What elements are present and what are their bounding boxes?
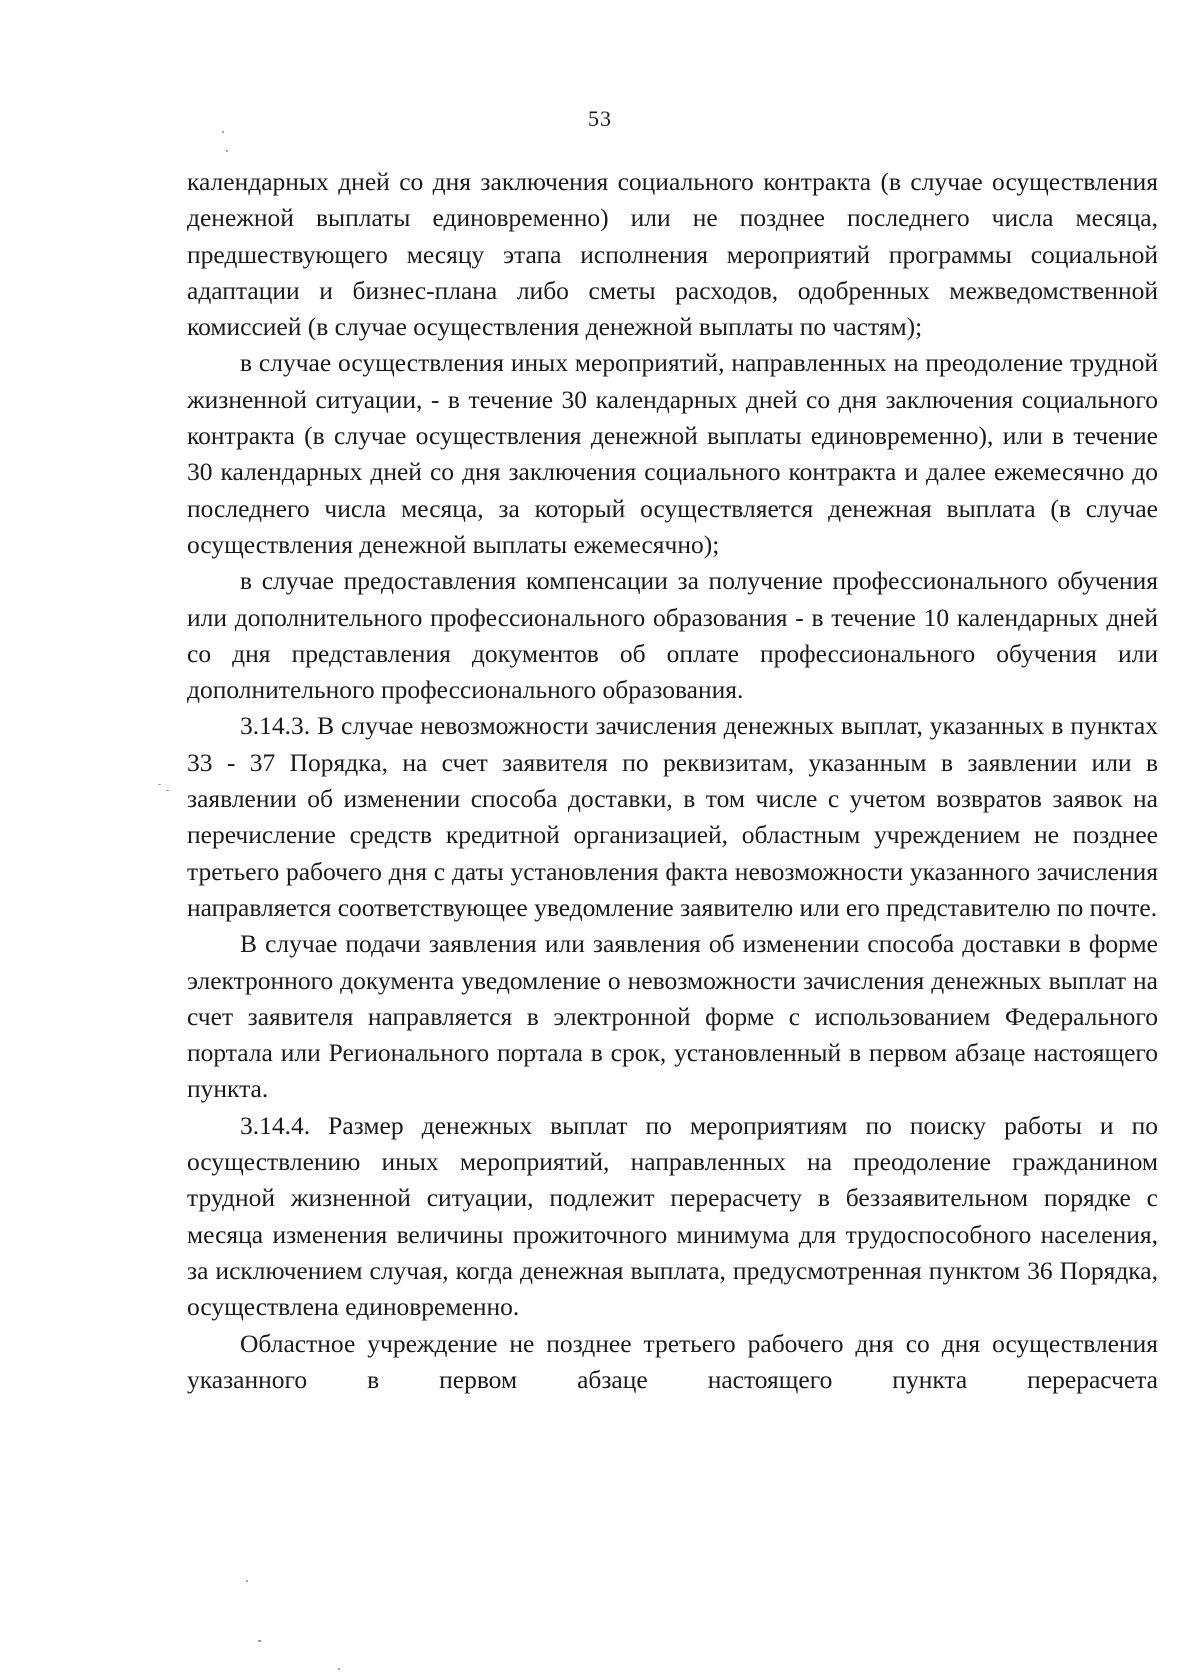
paragraph-electronic-notice: В случае подачи заявления или заявления об изменении способа доставки в форме электронного документа уведомление о невозможности зачисления денежных выплат на счет заявителя направляется в электронной форме с использованием Федерального портала или Регионального портала в срок, установленный в первом абзаце настоящего пункта.: [187, 929, 1158, 1104]
scan-speck: [246, 1580, 248, 1582]
scan-speck: [258, 1640, 261, 1642]
page-number: 53: [588, 106, 612, 131]
scan-speck: [338, 1668, 340, 1670]
scan-speck: [166, 790, 169, 791]
paragraph-continuation: календарных дней со дня заключения социального контракта (в случае осуществления денежной выплаты единовременно) или не позднее последнего числа месяца, предшествующего месяцу этапа исполнения мероприятий программы социальной адаптации и бизнес-плана либо сметы расходов, одобренных межведомственной комиссией (в случае осуществления денежной выплаты по частям);: [187, 167, 1158, 342]
scan-speck: [226, 150, 228, 152]
paragraph-regional-institution: Областное учреждение не позднее третьего рабочего дня со дня осуществления указанного в первом абзаце настоящего пункта перерасчета: [187, 1328, 1158, 1394]
document-body: [187, 164, 1158, 1398]
scan-speck: [158, 784, 161, 785]
paragraph-3-14-4: 3.14.4. Размер денежных выплат по мероприятиям по поиску работы и по осуществлению иных мероприятий, направленных на преодоление гражданином трудной жизненной ситуации, подлежит перерасчету в беззаявительном порядке с месяца изменения величины прожиточного минимума для трудоспособного населения, за исключением случая, когда денежная выплата, предусмотренная пунктом 36 Порядка, осуществлена единовременно.: [187, 1110, 1158, 1322]
paragraph-other-measures: в случае осуществления иных мероприятий, направленных на преодоление трудной жизненной ситуации, - в течение 30 календарных дней со дня заключения социального контракта (в случае осуществления денежной выплаты единовременно), или в течение 30 календарных дней со дня заключения социального контракта и далее ежемесячно до последнего числа месяца, за который осуществляется денежная выплата (в случае осуществления денежной выплаты ежемесячно);: [187, 348, 1158, 559]
paragraph-compensation: в случае предоставления компенсации за получение профессионального обучения или дополнительного профессионального образования - в течение 10 календарных дней со дня представления документов об оплате профессионального обучения или дополнительного профессионального образования.: [187, 566, 1158, 705]
scan-speck: [222, 131, 224, 133]
paragraph-3-14-3: 3.14.3. В случае невозможности зачисления денежных выплат, указанных в пунктах 33 - 37 Порядка, на счет заявителя по реквизитам, указанным в заявлении или в заявлении об изменении способа доставки, в том числе с учетом возвратов заявок на перечисление средств кредитной организацией, областным учреждением не позднее третьего рабочего дня с даты установления факта невозможности указанного зачисления направляется соответствующее уведомление заявителю или его представителю по почте.: [187, 711, 1158, 922]
